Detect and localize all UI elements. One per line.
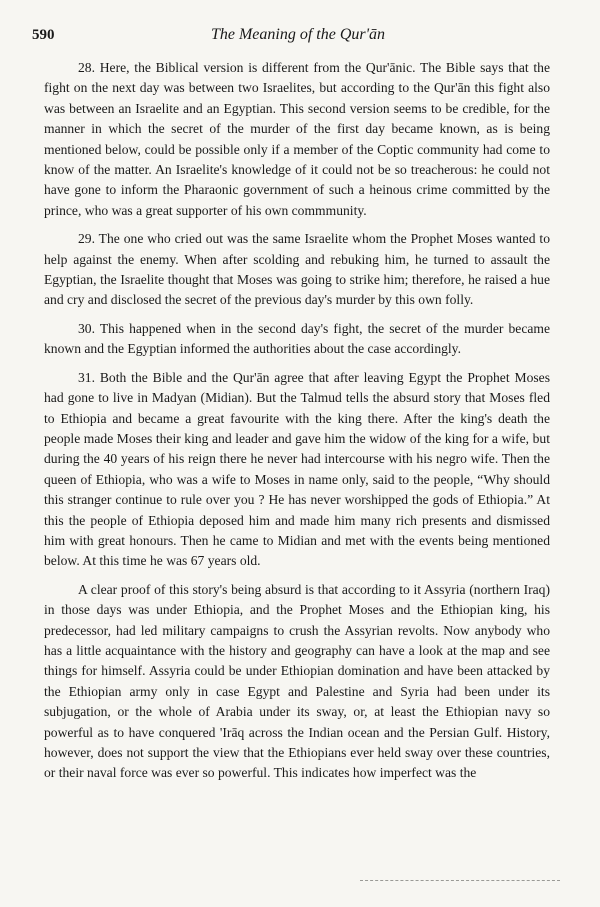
page-header xyxy=(26,22,570,46)
note-28-paragraph: 28. Here, the Biblical version is different from the Qur'ānic. The Bible says that the fight on the next day was between two Israelites, but according to the Qur'ān this fight also was between an Israelite and an Egyptian. This second version seems to be credible, for the manner in which the secret of the murder of the first day became known, as is being mentioned below, could be possible only if a member of the Coptic community had come to know of the matter. An Israelite's knowledge of it could not be so treacherous: he could not have gone to inform the Pharaonic government of such a heinous crime committed by the prince, who was a great supporter of his own commmunity. xyxy=(44,60,550,218)
page-number: 590 xyxy=(32,27,55,43)
body-text xyxy=(44,58,550,784)
note-30-paragraph: 30. This happened when in the second day's fight, the secret of the murder became known and the Egyptian informed the authorities about the case accordingly. xyxy=(44,320,550,357)
note-29-paragraph: 29. The one who cried out was the same Israelite whom the Prophet Moses wanted to help against the enemy. When after scolding and rebuking him, he turned to assault the Egyptian, the Israelite thought that Moses was going to strike him; therefore, he raised a hue and cry and disclosed the secret of the previous day's murder by this own folly. xyxy=(44,231,550,308)
note-31-paragraph: 31. Both the Bible and the Qur'ān agree that after leaving Egypt the Prophet Moses had gone to live in Madyan (Midian). But the Talmud tells the absurd story that Moses fled to Ethiopia and became a great favourite with the king there. After the king's death the people made Moses their king and leader and gave him the widow of the king for a wife, but during the 40 years of his reign there he never had intercourse with his negro wife. Then the queen of Ethiopia, who was a wife to Moses in name only, said to the people, “Why should this stranger continue to rule over you ? He has never worshipped the gods of Ethiopia.” At this the people of Ethiopia deposed him and made him many rich presents and dismissed him with great honours. Then he came to Midian and met with the events being mentioned below. At this time he was 67 years old. xyxy=(44,369,550,569)
continuation-paragraph: A clear proof of this story's being absurd is that according to it Assyria (northern Iraq) in those days was under Ethiopia, and the Prophet Moses and the Ethiopian king, his predecessor, had led military campaigns to crush the Assyrian revolts. Now anybody who has a little acquaintance with the history and geography can have a look at the map and see things for himself. Assyria could be under Ethiopian domination and have been attacked by the Ethiopian army only in case Egypt and Palestine and Syria had been under its subjugation, or the whole of Arabia under its sway, or, at least the Ethiopian navy so powerful as to have conquered 'Irāq across the Indian ocean and the Persian Gulf. History, however, does not support the view that the Ethiopians ever held sway over these countries, or their naval force was ever so powerful. This indicates how imperfect was the xyxy=(44,581,550,781)
running-title: The Meaning of the Qur'ān xyxy=(210,26,386,43)
scan-artifact-line xyxy=(360,880,560,881)
